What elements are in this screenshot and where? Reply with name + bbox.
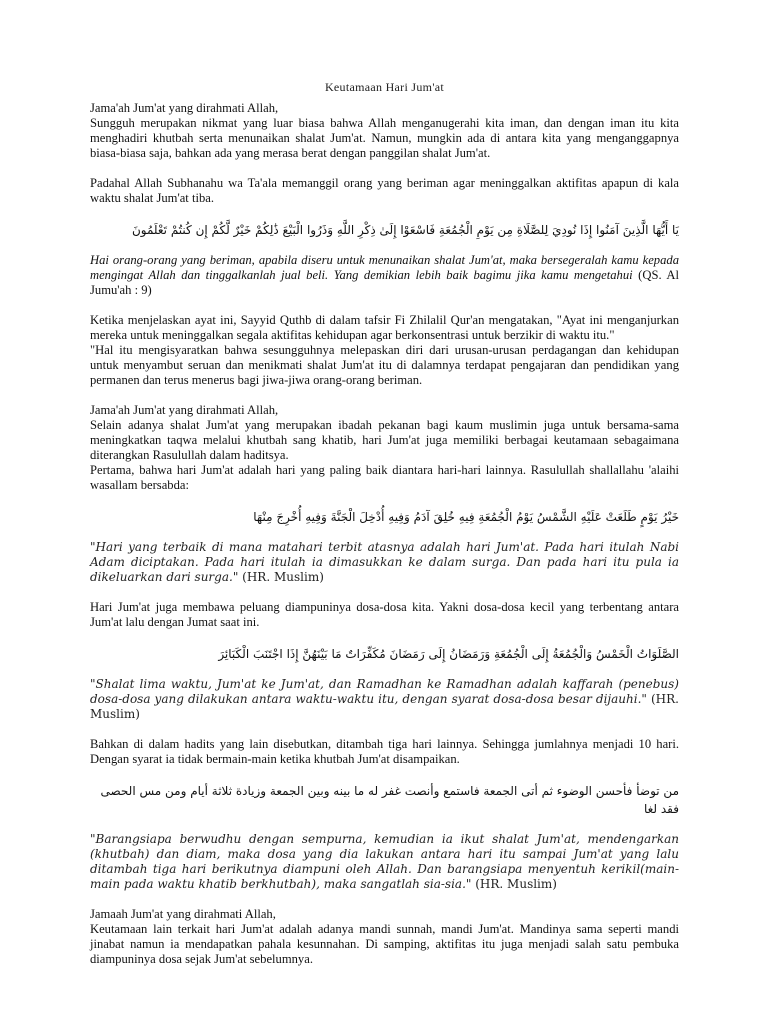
verse-translation	[90, 253, 679, 298]
paragraph-mandi	[90, 907, 679, 967]
hadith-translation	[90, 540, 679, 585]
document-body	[90, 101, 679, 967]
greeting-line: Jama'ah Jum'at yang dirahmati Allah,	[90, 403, 279, 417]
hadith-translation	[90, 677, 679, 722]
arabic-hadith: خَيْرُ يَوْمٍ طَلَعَتْ عَلَيْهِ الشَّمْسُ يَوْمُ الْجُمُعَةِ فِيهِ خُلِقَ آدَمُ وَفِيهِ أُدْخِلَ الْجَنَّةَ وَفِيهِ أُخْرِجَ مِنْهَا	[253, 510, 679, 524]
arabic-verse: يَا أَيُّهَا الَّذِينَ آمَنُوا إِذَا نُودِيَ لِلصَّلَاةِ مِن يَوْمِ الْجُمُعَةِ فَاسْعَوْا إِلَىٰ ذِكْرِ اللَّهِ وَذَرُوا الْبَيْعَ ذَٰلِكُمْ خَيْرٌ لَّكُمْ إِن كُنتُمْ تَعْلَمُونَ	[131, 223, 679, 237]
paragraph-ampunan: Hari Jum'at juga membawa peluang diampuninya dosa-dosa kita. Yakni dosa-dosa kecil yang terbentang antara Jum'at lalu dengan Jumat saat ini.	[90, 600, 679, 629]
translation-text: "Barangsiapa berwudhu dengan sempurna, kemudian ia ikut shalat Jum'at, mendengarkan (khutbah) dan diam, maka dosa yang dia lakukan antara hari itu sampai Jum'at yang lalu ditambah tiga hari berikutnya diampuni oleh Allah. Dan barangsiapa menyentuh kerikil(main-main pada waktu khatib berkhutbah), maka sangatlah sia-sia."	[90, 832, 679, 891]
paragraph-text: Sungguh merupakan nikmat yang luar biasa bahwa Allah menganugerahi kita iman, dan dengan iman itu kita menghadiri khutbah serta menunaikan shalat Jum'at. Namun, mungkin ada di antara kita yang menganggapnya biasa-biasa saja, bahkan ada yang merasa berat dengan panggilan shalat Jum'at.	[90, 116, 679, 160]
paragraph-opening	[90, 101, 679, 161]
greeting-line: Jamaah Jum'at yang dirahmati Allah,	[90, 907, 276, 921]
hadith-translation	[90, 832, 679, 892]
paragraph-keutamaan	[90, 403, 679, 493]
arabic-hadith: الصَّلَوَاتُ الْخَمْسُ وَالْجُمُعَةُ إِلَى الْجُمُعَةِ وَرَمَضَانُ إِلَى رَمَضَانَ مُكَفِّرَاتٌ مَا بَيْنَهُنَّ إِذَا اجْتَنَبَ الْكَبَائِرَ	[218, 647, 679, 661]
translation-text: "Shalat lima waktu, Jum'at ke Jum'at, dan Ramadhan ke Ramadhan adalah kaffarah (penebus) dosa-dosa yang dilakukan antara waktu-waktu itu, dengan syarat dosa-dosa besar dijauhi."	[90, 677, 679, 706]
paragraph-text: Keutamaan lain terkait hari Jum'at adalah adanya mandi sunnah, mandi Jum'at. Mandinya sama seperti mandi jinabat namun ia mendapatkan pahala kesunnahan. Di samping, aktifitas itu juga menjadi salah satu pembuka diampuninya dosa sejak Jum'at sebelumnya.	[90, 922, 679, 966]
citation: (HR. Muslim)	[471, 877, 557, 891]
paragraph-text: Pertama, bahwa hari Jum'at adalah hari yang paling baik diantara hari-hari lainnya. Rasulullah shallallahu 'alaihi wasallam bersabda:	[90, 463, 679, 492]
paragraph-call: Padahal Allah Subhanahu wa Ta'ala memanggil orang yang beriman agar meninggalkan aktifitas apapun di kala waktu shalat Jum'at tiba.	[90, 176, 679, 205]
document-title: Keutamaan Hari Jum'at	[324, 80, 445, 94]
arabic-hadith: من توضأ فأحسن الوضوء ثم أتى الجمعة فاستمع وأنصت غفر له ما بينه وبين الجمعة وزيادة ثلاثة أيام ومن مس الحصى فقد لغا	[100, 784, 679, 816]
greeting-line: Jama'ah Jum'at yang dirahmati Allah,	[90, 101, 279, 115]
paragraph-text: Ketika menjelaskan ayat ini, Sayyid Quthb di dalam tafsir Fi Zhilalil Qur'an mengatakan, "Ayat ini menganjurkan mereka untuk meninggalkan segala aktifitas kehidupan agar berkonsentrasi untuk berzikir di waktu itu."	[90, 313, 679, 342]
paragraph-tafsir	[90, 313, 679, 388]
citation: (QS. Al Jumu'ah : 9)	[90, 268, 679, 297]
translation-text: Hai orang-orang yang beriman, apabila diseru untuk menunaikan shalat Jum'at, maka bersegeralah kamu kepada mengingat Allah dan tinggalkanlah jual beli. Yang demikian lebih baik bagimu jika kamu mengetahui	[90, 253, 679, 282]
translation-text: "Hari yang terbaik di mana matahari terbit atasnya adalah hari Jum'at. Pada hari itulah Nabi Adam diciptakan. Pada hari itulah ia dimasukkan ke dalam surga. Dan pada hari itu pula ia dikeluarkan dari surga."	[90, 540, 679, 584]
citation: (HR. Muslim)	[238, 570, 324, 584]
citation: (HR. Muslim)	[90, 692, 679, 721]
paragraph-text: "Hal itu mengisyaratkan bahwa sesungguhnya melepaskan diri dari urusan-urusan perdagangan dan kehidupan untuk menyambut seruan dan menikmati shalat Jum'at itu di dalamnya terdapat pengajaran dan pendidikan yang permanen dan terus menerus bagi jiwa-jiwa orang-orang beriman.	[90, 343, 679, 387]
paragraph-sepuluh-hari: Bahkan di dalam hadits yang lain disebutkan, ditambah tiga hari lainnya. Sehingga jumlahnya menjadi 10 hari. Dengan syarat ia tidak bermain-main ketika khutbah Jum'at disampaikan.	[90, 737, 679, 766]
paragraph-text: Selain adanya shalat Jum'at yang merupakan ibadah pekanan bagi kaum muslimin juga untuk bersama-sama meningkatkan taqwa melalui khutbah sang khatib, hari Jum'at juga memiliki berbagai keutamaan sebagaimana diterangkan Rasulullah dalam haditsya.	[90, 418, 679, 462]
